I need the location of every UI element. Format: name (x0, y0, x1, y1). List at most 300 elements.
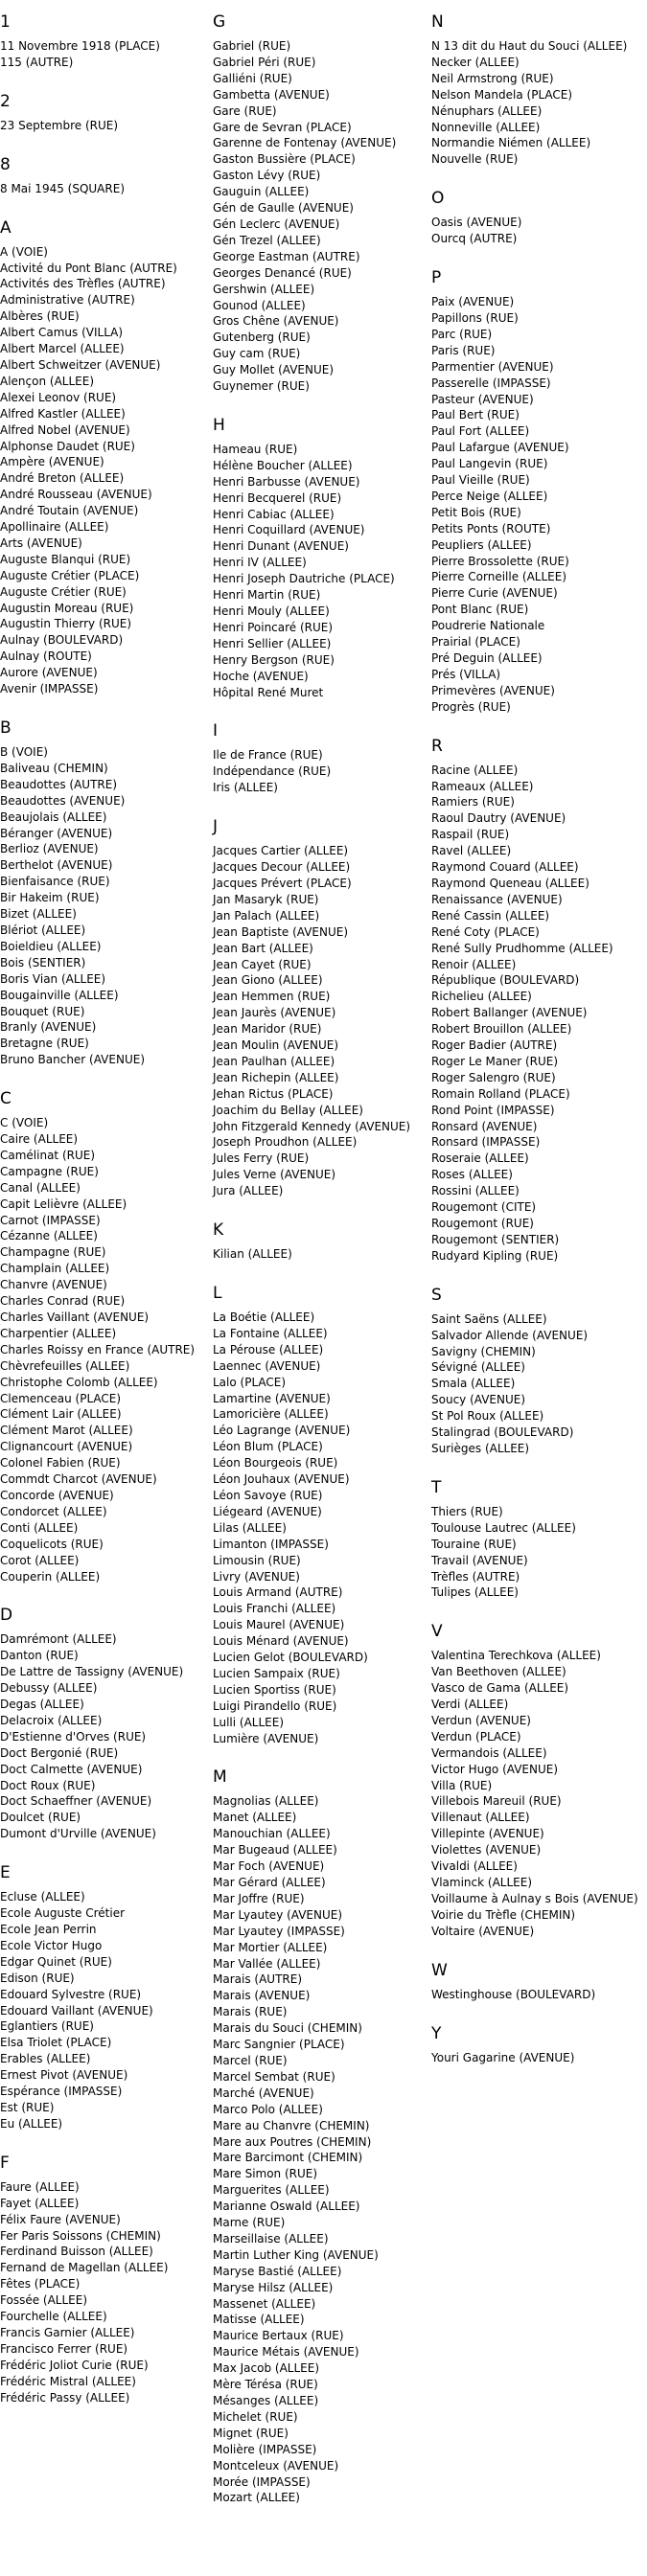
street-name: Blériot (ALLEE) (0, 923, 86, 937)
street-name: Léo Lagrange (AVENUE) (213, 1424, 351, 1438)
street-name: Alençon (ALLEE) (0, 374, 94, 388)
street-name: André Breton (ALLEE) (0, 471, 125, 486)
street-list (431, 1504, 647, 1601)
street-name: Petit Bois (RUE) (431, 505, 521, 519)
letter-section (431, 1283, 647, 1457)
street-name: Paul Vieille (RUE) (431, 473, 530, 488)
street-name: Lamoricière (ALLEE) (213, 1407, 329, 1422)
street-name: Joseph Proudhon (ALLEE) (213, 1135, 358, 1150)
street-name: Rudyard Kipling (RUE) (431, 1248, 559, 1263)
street-list (0, 244, 201, 697)
letter-section (213, 1218, 422, 1263)
street-name: Georges Denancé (RUE) (213, 265, 352, 280)
street-name: Clignancourt (AVENUE) (0, 1440, 133, 1454)
street-name: Ile de France (RUE) (213, 748, 323, 763)
letter-section (431, 1475, 647, 1601)
section-letter-heading: P (431, 268, 442, 288)
street-name: Frédéric Mistral (ALLEE) (0, 2374, 136, 2388)
street-name: République (BOULEVARD) (431, 973, 580, 988)
street-name: Charles Roissy en France (AUTRE) (0, 1342, 196, 1356)
street-name: Morée (IMPASSE) (213, 2474, 311, 2489)
street-name: Henri Becquerel (RUE) (213, 490, 342, 505)
street-name: Jean Paulhan (ALLEE) (213, 1054, 335, 1068)
street-name: Henri Coquillard (AVENUE) (213, 523, 365, 537)
street-name: René Coty (PLACE) (431, 924, 540, 939)
street-name: Condorcet (ALLEE) (0, 1504, 107, 1518)
street-name: Aulnay (BOULEVARD) (0, 633, 124, 648)
street-name: Rougemont (CITE) (431, 1200, 537, 1215)
street-name: Pré Deguin (ALLEE) (431, 651, 543, 665)
street-name: Boieldieu (ALLEE) (0, 939, 102, 953)
street-name: Berlioz (AVENUE) (0, 842, 99, 856)
letter-section (431, 1619, 647, 1939)
street-name: Alfred Nobel (AVENUE) (0, 422, 130, 437)
street-list (0, 181, 201, 197)
street-name: Auguste Crétier (PLACE) (0, 568, 140, 582)
street-name: Mare aux Poutres (CHEMIN) (213, 2134, 372, 2149)
street-name: Robert Ballanger (AVENUE) (431, 1006, 588, 1020)
street-name: Augustin Thierry (RUE) (0, 617, 132, 631)
street-name: Jacques Cartier (ALLEE) (213, 844, 349, 858)
street-name: Guy cam (RUE) (213, 347, 301, 361)
street-name: Marais (AUTRE) (213, 1972, 302, 1987)
street-name: Activités des Trèfles (AUTRE) (0, 277, 166, 291)
street-name: Van Beethoven (ALLEE) (431, 1665, 566, 1679)
letter-section (213, 1765, 422, 2506)
street-name: Jean Maridor (RUE) (213, 1022, 322, 1037)
street-name: Edgar Quinet (RUE) (0, 1954, 112, 1969)
street-name: La Pérouse (ALLEE) (213, 1342, 324, 1356)
street-name: Marne (RUE) (213, 2216, 286, 2230)
street-name: Garenne de Fontenay (AVENUE) (213, 136, 397, 150)
street-name: Fayet (ALLEE) (0, 2196, 80, 2210)
street-name: Hameau (RUE) (213, 442, 298, 456)
street-name: Christophe Colomb (ALLEE) (0, 1375, 158, 1389)
street-name: Mar Lyautey (AVENUE) (213, 1907, 343, 1922)
street-name: Marcel (RUE) (213, 2053, 288, 2067)
street-name: Limanton (IMPASSE) (213, 1537, 329, 1551)
street-name: Limousin (RUE) (213, 1553, 301, 1567)
street-name: Doulcet (RUE) (0, 1811, 81, 1825)
street-name: Robert Brouillon (ALLEE) (431, 1022, 572, 1037)
street-name: Elsa Triolet (PLACE) (0, 2036, 112, 2050)
street-name: Henri IV (ALLEE) (213, 556, 307, 570)
street-name: Aurore (AVENUE) (0, 666, 98, 680)
street-name: Soucy (AVENUE) (431, 1393, 526, 1407)
street-name: Renaissance (AVENUE) (431, 892, 563, 906)
street-name: Aulnay (ROUTE) (0, 650, 92, 664)
street-name: Mar Mortier (ALLEE) (213, 1940, 328, 1954)
street-name: John Fitzgerald Kennedy (AVENUE) (213, 1119, 411, 1133)
street-name: Paris (RUE) (431, 343, 496, 357)
street-name: Champlain (ALLEE) (0, 1262, 110, 1276)
street-name: Parc (RUE) (431, 327, 493, 341)
street-name: Bir Hakeim (RUE) (0, 891, 100, 905)
street-name: Campagne (RUE) (0, 1164, 99, 1178)
street-name: Ampère (AVENUE) (0, 455, 104, 469)
street-name: Richelieu (ALLEE) (431, 990, 532, 1004)
street-name: Gauguin (ALLEE) (213, 185, 310, 199)
street-list (431, 1987, 647, 2003)
street-list (213, 1310, 422, 1746)
street-list (213, 843, 422, 1199)
street-name: Ecole Jean Perrin (0, 1923, 97, 1936)
street-name: Jean Baptiste (AVENUE) (213, 924, 349, 939)
letter-section (431, 1958, 647, 2003)
section-letter-heading: V (431, 1622, 443, 1642)
street-name: Jules Ferry (RUE) (213, 1151, 310, 1166)
street-name: Pierre Brossolette (RUE) (431, 554, 569, 568)
street-name: Frédéric Passy (ALLEE) (0, 2390, 130, 2405)
street-name: Lulli (ALLEE) (213, 1715, 285, 1729)
street-name: Villepinte (AVENUE) (431, 1827, 544, 1841)
street-name: Alexei Leonov (RUE) (0, 390, 117, 404)
street-name: Guynemer (RUE) (213, 379, 310, 394)
street-name: Eu (ALLEE) (0, 2116, 63, 2131)
section-letter-heading: E (0, 1863, 11, 1883)
street-name: Arts (AVENUE) (0, 536, 82, 550)
street-name: Bougainville (ALLEE) (0, 988, 119, 1002)
street-name: Edouard Vaillant (AVENUE) (0, 2003, 153, 2017)
street-name: Jacques Prévert (PLACE) (213, 876, 352, 890)
street-name: Eglantiers (RUE) (0, 2019, 94, 2034)
street-name: Pont Blanc (RUE) (431, 603, 529, 617)
street-name: Renoir (ALLEE) (431, 957, 517, 971)
street-name: Gare de Sevran (PLACE) (213, 120, 352, 134)
street-name: Charles Vaillant (AVENUE) (0, 1311, 150, 1324)
street-name: Charles Conrad (RUE) (0, 1294, 126, 1309)
street-name: Marguerites (ALLEE) (213, 2183, 330, 2198)
street-name: Mar Vallée (ALLEE) (213, 1956, 321, 1971)
street-name: Stalingrad (BOULEVARD) (431, 1425, 574, 1440)
street-name: Mare au Chanvre (CHEMIN) (213, 2118, 370, 2132)
section-letter-heading: R (431, 736, 443, 756)
street-name: Mère Térésa (RUE) (213, 2378, 318, 2392)
street-list (213, 1246, 422, 1263)
street-name: Paul Lafargue (AVENUE) (431, 441, 569, 455)
section-letter-heading: F (0, 2153, 10, 2173)
street-name: C (VOIE) (0, 1116, 49, 1130)
street-name: Albères (RUE) (0, 309, 80, 324)
street-name: Corot (ALLEE) (0, 1553, 80, 1567)
street-name: Champagne (RUE) (0, 1245, 106, 1260)
letter-section (213, 1281, 422, 1746)
street-name: Conti (ALLEE) (0, 1520, 79, 1535)
street-name: Peupliers (ALLEE) (431, 537, 532, 552)
street-name: Primevères (AVENUE) (431, 683, 555, 697)
street-name: Hélène Boucher (ALLEE) (213, 458, 353, 472)
letter-section (0, 2151, 201, 2406)
street-name: Rougemont (RUE) (431, 1217, 534, 1230)
street-name: Raymond Couard (ALLEE) (431, 860, 579, 875)
street-name: Nouvelle (RUE) (431, 152, 519, 167)
street-name: Hoche (AVENUE) (213, 669, 309, 683)
letter-section (431, 2021, 647, 2066)
section-letter-heading: N (431, 12, 444, 32)
street-name: Félix Faure (AVENUE) (0, 2212, 121, 2226)
street-name: Beaudottes (AUTRE) (0, 777, 117, 791)
street-name: Toulouse Lautrec (ALLEE) (431, 1520, 576, 1535)
street-name: Max Jacob (ALLEE) (213, 2361, 319, 2376)
street-name: Jean Richepin (ALLEE) (213, 1070, 339, 1084)
street-name: Lucien Sampaix (RUE) (213, 1666, 340, 1680)
street-name: D'Estienne d'Orves (RUE) (0, 1729, 147, 1744)
street-name: Lucien Gelot (BOULEVARD) (213, 1651, 368, 1665)
street-name: Verdi (ALLEE) (431, 1698, 509, 1712)
street-name: Guy Mollet (AVENUE) (213, 363, 335, 377)
street-name: Bienfaisance (RUE) (0, 875, 110, 889)
street-name: Roses (ALLEE) (431, 1168, 513, 1182)
street-name: Ernest Pivot (AVENUE) (0, 2068, 128, 2083)
street-name: Augustin Moreau (RUE) (0, 601, 134, 615)
street-name: Vivaldi (ALLEE) (431, 1859, 518, 1874)
street-name: Laennec (AVENUE) (213, 1358, 321, 1373)
street-name: Voirie du Trèfle (CHEMIN) (431, 1907, 576, 1922)
street-name: Roger Le Maner (RUE) (431, 1054, 559, 1068)
street-name: Alphonse Daudet (RUE) (0, 439, 135, 453)
street-name: Victor Hugo (AVENUE) (431, 1762, 559, 1776)
letter-section (431, 734, 647, 1265)
street-name: Jean Moulin (AVENUE) (213, 1038, 339, 1053)
street-name: Francisco Ferrer (RUE) (0, 2341, 128, 2356)
street-name: Iris (ALLEE) (213, 781, 278, 795)
letter-section (0, 216, 201, 697)
section-letter-heading: L (213, 1284, 222, 1303)
street-name: 23 Septembre (RUE) (0, 118, 119, 132)
street-name: Maryse Hilsz (ALLEE) (213, 2280, 334, 2294)
street-name: Jean Cayet (RUE) (213, 957, 312, 971)
street-name: Chanvre (AVENUE) (0, 1278, 107, 1292)
street-name: St Pol Roux (ALLEE) (431, 1409, 544, 1424)
street-name: Youri Gagarine (AVENUE) (431, 2050, 575, 2064)
street-name: De Lattre de Tassigny (AVENUE) (0, 1665, 184, 1679)
section-letter-heading: K (213, 1220, 224, 1241)
street-name: Bizet (ALLEE) (0, 907, 77, 922)
street-name: Michelet (RUE) (213, 2409, 298, 2424)
street-name: Louis Maurel (AVENUE) (213, 1618, 345, 1632)
index-column-1 (0, 10, 201, 2424)
street-name: Pasteur (AVENUE) (431, 392, 534, 406)
street-name: Jan Palach (ALLEE) (213, 908, 320, 923)
street-name: Henri Joseph Dautriche (PLACE) (213, 572, 395, 586)
index-column-3 (431, 10, 647, 2084)
street-name: Marais (RUE) (213, 2005, 288, 2019)
street-name: Boris Vian (ALLEE) (0, 971, 106, 986)
street-name: N 13 dit du Haut du Souci (ALLEE) (431, 39, 628, 53)
street-name: Hôpital René Muret (213, 685, 324, 699)
street-name: Mare Barcimont (CHEMIN) (213, 2151, 363, 2165)
street-name: Beaudottes (AVENUE) (0, 793, 126, 808)
street-name: Charpentier (ALLEE) (0, 1326, 117, 1340)
street-name: Auguste Crétier (RUE) (0, 584, 127, 599)
street-name: Erables (ALLEE) (0, 2052, 91, 2066)
street-name: George Eastman (AUTRE) (213, 249, 360, 263)
letter-section (213, 10, 422, 395)
street-name: Administrative (AUTRE) (0, 293, 135, 308)
street-name: Clemenceau (PLACE) (0, 1391, 122, 1405)
street-name: Neil Armstrong (RUE) (431, 71, 554, 85)
street-list (0, 1115, 201, 1584)
street-name: Léon Jouhaux (AVENUE) (213, 1472, 350, 1487)
section-letter-heading: 8 (0, 154, 11, 174)
street-name: Sévigné (ALLEE) (431, 1360, 525, 1375)
street-name: Ramiers (RUE) (431, 795, 515, 809)
street-name: Trèfles (AUTRE) (431, 1569, 520, 1584)
street-name: Touraine (RUE) (431, 1537, 517, 1551)
street-name: Valentina Terechkova (ALLEE) (431, 1649, 601, 1663)
street-name: René Cassin (ALLEE) (431, 908, 550, 923)
street-name: Ecluse (ALLEE) (0, 1890, 85, 1904)
street-name: Necker (ALLEE) (431, 55, 520, 69)
street-name: Activité du Pont Blanc (AUTRE) (0, 261, 177, 275)
street-name: Ecole Auguste Crétier (0, 1906, 126, 1921)
street-name: Marco Polo (ALLEE) (213, 2102, 323, 2116)
street-name: Mésanges (ALLEE) (213, 2394, 319, 2407)
street-name: Manouchian (ALLEE) (213, 1827, 331, 1841)
street-list (0, 38, 201, 71)
street-name: Gershwin (ALLEE) (213, 282, 315, 296)
street-name: Salvador Allende (AVENUE) (431, 1328, 589, 1342)
street-name: Ourcq (AUTRE) (431, 232, 518, 246)
section-letter-heading: S (431, 1285, 442, 1305)
section-letter-heading: C (0, 1089, 12, 1109)
street-name: Smala (ALLEE) (431, 1377, 516, 1391)
street-name: Verdun (PLACE) (431, 1729, 521, 1744)
street-name: Marais du Souci (CHEMIN) (213, 2021, 362, 2036)
street-name: Albert Schweitzer (AVENUE) (0, 357, 161, 372)
street-name: Voillaume à Aulnay s Bois (AVENUE) (431, 1891, 638, 1905)
street-name: Jean Hemmen (RUE) (213, 990, 331, 1004)
street-list (431, 2050, 647, 2066)
street-name: Gén Trezel (ALLEE) (213, 233, 321, 247)
street-name: Molière (IMPASSE) (213, 2442, 317, 2456)
street-name: Gare (RUE) (213, 103, 277, 118)
street-name: Raspail (RUE) (431, 828, 510, 842)
letter-section (431, 10, 647, 168)
street-name: Parmentier (AVENUE) (431, 359, 554, 374)
section-letter-heading: G (213, 12, 226, 32)
street-name: Capit Lelièvre (ALLEE) (0, 1197, 127, 1211)
street-name: Rossini (ALLEE) (431, 1184, 520, 1198)
street-name: Racine (ALLEE) (431, 763, 519, 777)
street-name: Canal (ALLEE) (0, 1180, 81, 1195)
street-name: Fourchelle (ALLEE) (0, 2310, 107, 2324)
street-name: Doct Bergonié (RUE) (0, 1745, 119, 1760)
street-name: Ecole Victor Hugo (0, 1938, 103, 1952)
street-name: Henri Mouly (ALLEE) (213, 604, 330, 618)
street-name: Louis Ménard (AVENUE) (213, 1634, 349, 1649)
street-name: Bois (SENTIER) (0, 955, 86, 969)
street-name: Lumière (AVENUE) (213, 1731, 319, 1745)
street-name: Gounod (ALLEE) (213, 298, 306, 312)
street-name: Béranger (AVENUE) (0, 826, 113, 840)
section-letter-heading: I (213, 721, 219, 741)
street-name: Magnolias (ALLEE) (213, 1794, 319, 1809)
street-name: Pierre Curie (AVENUE) (431, 586, 558, 601)
street-name: Henri Barbusse (AVENUE) (213, 474, 360, 489)
street-name: Raoul Dautry (AVENUE) (431, 811, 566, 826)
street-name: Nelson Mandela (PLACE) (431, 87, 573, 102)
street-name: Manet (ALLEE) (213, 1811, 297, 1825)
street-name: Villenaut (ALLEE) (431, 1811, 530, 1825)
street-name: Mozart (ALLEE) (213, 2491, 300, 2505)
street-name: Violettes (AVENUE) (431, 1843, 542, 1858)
street-name: Mar Bugeaud (ALLEE) (213, 1843, 337, 1858)
street-name: Edison (RUE) (0, 1971, 75, 1985)
street-name: Carnot (IMPASSE) (0, 1213, 101, 1227)
street-name: Rameaux (ALLEE) (431, 779, 534, 793)
street-name: Nénuphars (ALLEE) (431, 103, 543, 118)
section-letter-heading: W (431, 1960, 448, 1980)
street-name: Faure (ALLEE) (0, 2179, 80, 2194)
street-name: Pierre Corneille (ALLEE) (431, 570, 567, 584)
section-letter-heading: D (0, 1606, 13, 1626)
street-name: Jules Verne (AVENUE) (213, 1168, 336, 1182)
street-name: Vermandois (ALLEE) (431, 1745, 547, 1760)
street-name: Clément Lair (ALLEE) (0, 1407, 122, 1422)
letter-section (0, 1603, 201, 1842)
street-name: Bruno Bancher (AVENUE) (0, 1053, 145, 1067)
street-name: B (VOIE) (0, 745, 48, 759)
street-name: Liégeard (AVENUE) (213, 1504, 322, 1518)
street-name: Jura (ALLEE) (213, 1184, 284, 1198)
letter-section (0, 1086, 201, 1584)
street-name: Prairial (PLACE) (431, 635, 520, 650)
street-name: Nonneville (ALLEE) (431, 120, 541, 134)
section-letter-heading: 1 (0, 12, 11, 32)
street-name: Lamartine (AVENUE) (213, 1391, 331, 1405)
street-name: Ravel (ALLEE) (431, 844, 512, 858)
street-name: Vlaminck (ALLEE) (431, 1876, 532, 1889)
street-name: Clément Marot (ALLEE) (0, 1424, 133, 1438)
street-name: Louis Armand (AUTRE) (213, 1585, 343, 1600)
street-name: Marianne Oswald (ALLEE) (213, 2200, 360, 2214)
street-name: Apollinaire (ALLEE) (0, 520, 109, 535)
street-name: Marc Sangnier (PLACE) (213, 2038, 345, 2052)
street-name: 11 Novembre 1918 (PLACE) (0, 39, 160, 53)
street-name: Verdun (AVENUE) (431, 1713, 531, 1727)
street-name: Raymond Queneau (ALLEE) (431, 876, 589, 890)
street-list (0, 1631, 201, 1842)
letter-section (213, 413, 422, 701)
street-name: Danton (RUE) (0, 1649, 79, 1663)
street-list (431, 38, 647, 168)
street-name: Vasco de Gama (ALLEE) (431, 1681, 569, 1696)
street-list (0, 2179, 201, 2406)
street-name: Camélinat (RUE) (0, 1148, 96, 1162)
street-list (0, 118, 201, 134)
street-name: Indépendance (RUE) (213, 764, 332, 779)
street-list (431, 1311, 647, 1457)
street-list (431, 763, 647, 1265)
street-name: Henri Sellier (ALLEE) (213, 636, 332, 650)
street-name: Doct Roux (RUE) (0, 1778, 96, 1792)
street-name: Papillons (RUE) (431, 310, 519, 325)
street-name: Bretagne (RUE) (0, 1037, 89, 1051)
street-name: Lilas (ALLEE) (213, 1520, 287, 1535)
street-name: Jan Masaryk (RUE) (213, 892, 319, 906)
street-name: Henry Bergson (RUE) (213, 652, 335, 667)
street-name: Gén Leclerc (AVENUE) (213, 217, 340, 231)
street-name: Thiers (RUE) (431, 1504, 503, 1518)
street-list (431, 215, 647, 247)
street-name: Mar Lyautey (IMPASSE) (213, 1924, 345, 1938)
street-name: Travail (AVENUE) (431, 1553, 528, 1567)
street-name: Oasis (AVENUE) (431, 216, 522, 230)
street-name: Gaston Bussière (PLACE) (213, 152, 356, 167)
street-name: Fossée (ALLEE) (0, 2293, 88, 2308)
street-name: Beaujolais (ALLEE) (0, 809, 107, 824)
